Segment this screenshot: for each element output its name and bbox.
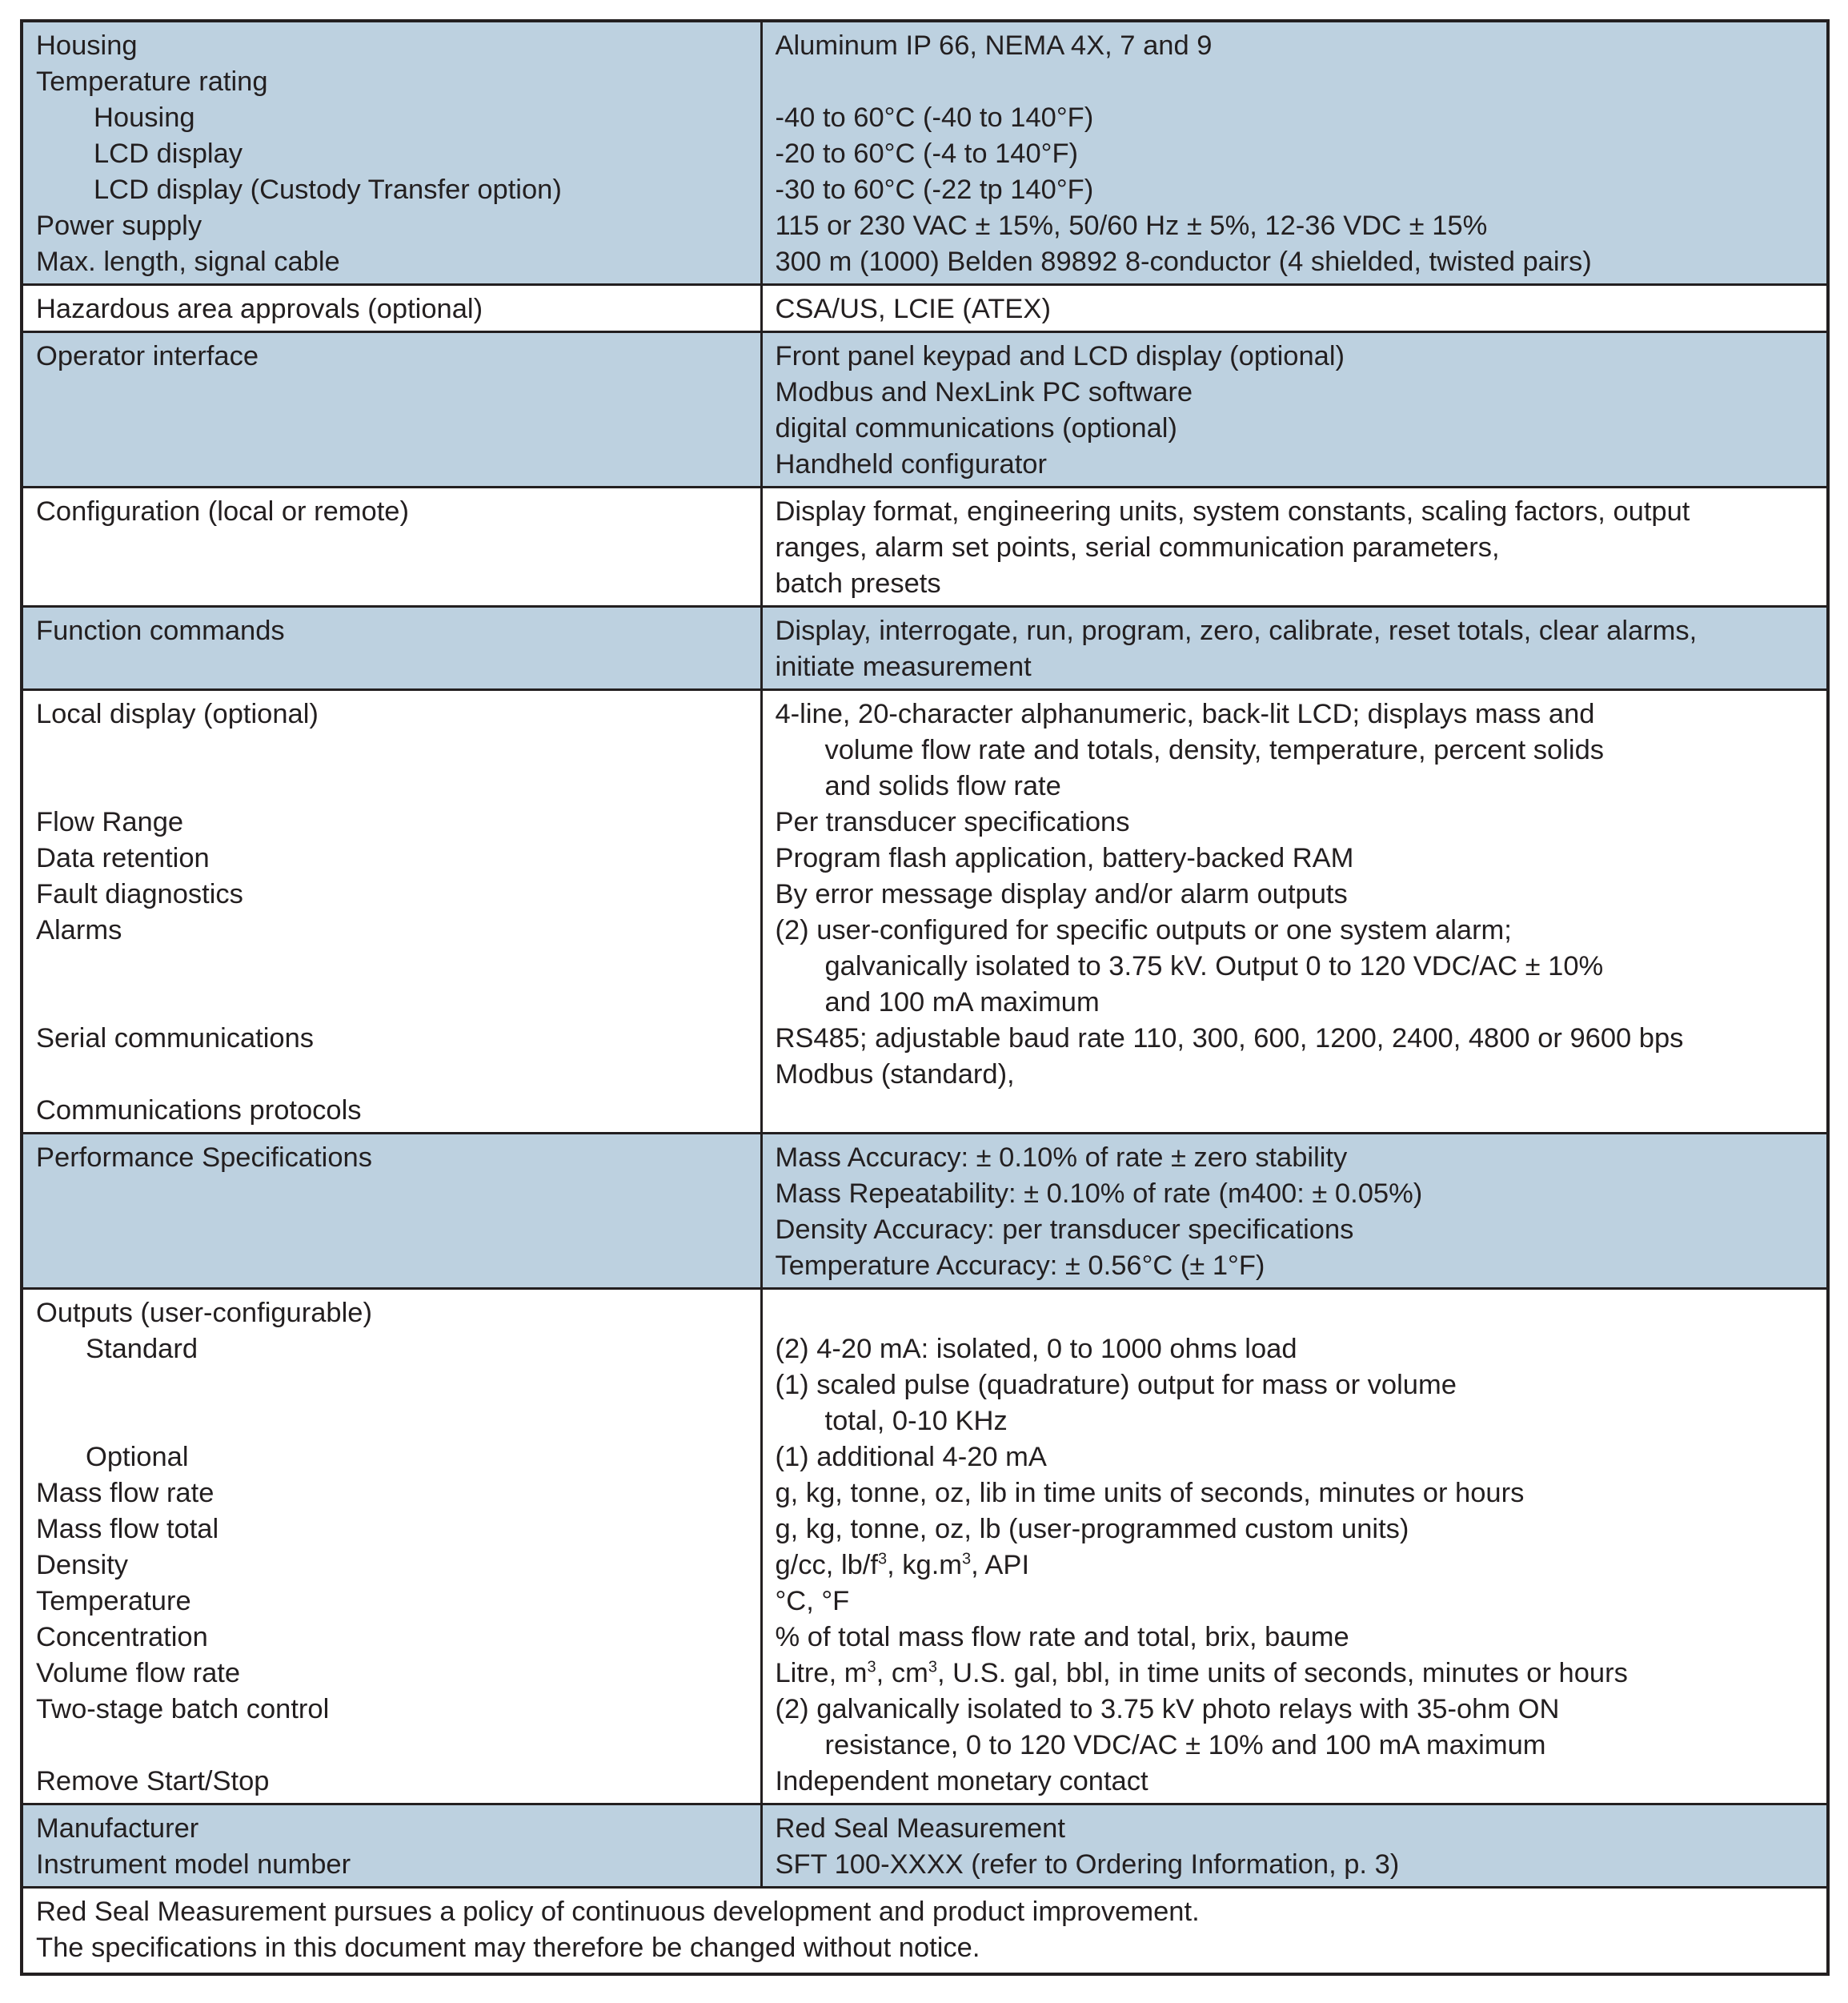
spec-label-line: Operator interface: [36, 341, 259, 371]
footer-note-cell: [22, 1888, 1828, 1975]
spec-value-line: g, kg, tonne, oz, lib in time units of seconds, minutes or hours: [775, 1478, 1525, 1508]
spec-label-line: [36, 1403, 752, 1439]
spec-value-line: Density Accuracy: per transducer specifications: [775, 1214, 1354, 1245]
spec-label-cell: [22, 1134, 761, 1289]
spec-value-line: Program flash application, battery-backed RAM: [775, 843, 1354, 873]
spec-label-cell: [22, 1804, 761, 1888]
spec-row: [22, 332, 1828, 488]
spec-row: [22, 21, 1828, 285]
spec-value-line: -20 to 60°C (-4 to 140°F): [775, 138, 1079, 169]
spec-label-line: [36, 949, 752, 985]
spec-value-line: galvanically isolated to 3.75 kV. Output 0 to 120 VDC/AC ± 10%: [824, 951, 1604, 981]
spec-value-line: Litre, $m^3$, $cm^3$, U.S. gal, bbl, in time units of seconds, minutes or hours: [775, 1658, 1628, 1688]
spec-label-line: [36, 1367, 752, 1403]
spec-value-line: Display, interrogate, run, program, zero, calibrate, reset totals, clear alarms,: [775, 616, 1698, 646]
spec-value-line: Temperature Accuracy: ± 0.56°C (± 1°F): [775, 1250, 1265, 1281]
footer-note-row: [22, 1888, 1828, 1975]
superscript: 3: [928, 1658, 937, 1676]
spec-row: [22, 690, 1828, 1134]
spec-label-line: Power supply: [36, 211, 202, 241]
spec-label-line: Instrument model number: [36, 1849, 351, 1880]
spec-label-line: [36, 733, 752, 769]
spec-value-line: -40 to 60°C (-40 to 140°F): [775, 102, 1094, 133]
specifications-body: [22, 21, 1828, 1974]
spec-value-line: Aluminum IP 66, NEMA 4X, 7 and 9: [775, 30, 1213, 61]
spec-label-line: Temperature: [36, 1586, 191, 1616]
footer-note-line-2: The specifications in this document may therefore be changed without notice.: [36, 1933, 980, 1963]
spec-label-line: Alarms: [36, 915, 122, 945]
spec-value-line: SFT 100-XXXX (refer to Ordering Information, p. 3): [775, 1849, 1400, 1880]
superscript: 3: [877, 1550, 888, 1568]
spec-label-line: LCD display (Custody Transfer option): [94, 175, 562, 205]
spec-value-cell: [761, 21, 1828, 285]
spec-value-line: 300 m (1000) Belden 89892 8-conductor (4 shielded, twisted pairs): [775, 247, 1592, 277]
spec-value-line: total, 0-10 KHz: [824, 1406, 1008, 1436]
spec-value-line: [776, 1295, 1819, 1331]
spec-value-line: Modbus and NexLink PC software: [775, 377, 1193, 407]
spec-value-line: 115 or 230 VAC ± 15%, 50/60 Hz ± 5%, 12-36 VDC ± 15%: [775, 211, 1488, 241]
superscript: 3: [867, 1658, 876, 1676]
spec-label-line: Concentration: [36, 1622, 208, 1652]
spec-row: [22, 1134, 1828, 1289]
spec-label-cell: [22, 21, 761, 285]
spec-row: [22, 488, 1828, 607]
spec-value-line: and solids flow rate: [824, 771, 1061, 801]
specifications-table: [20, 19, 1830, 1976]
spec-label-line: Remove Start/Stop: [36, 1766, 270, 1796]
spec-label-line: [36, 769, 752, 805]
spec-label-line: Temperature rating: [36, 66, 268, 97]
spec-value-line: (2) galvanically isolated to 3.75 kV photo relays with 35-ohm ON: [775, 1694, 1560, 1724]
spec-value-line: ranges, alarm set points, serial communication parameters,: [775, 532, 1500, 563]
spec-label-line: Data retention: [36, 843, 210, 873]
spec-value-cell: [761, 607, 1828, 690]
spec-value-cell: [761, 1804, 1828, 1888]
spec-label-cell: [22, 607, 761, 690]
spec-value-cell: [761, 1134, 1828, 1289]
spec-value-line: Display format, engineering units, system constants, scaling factors, output: [775, 496, 1690, 527]
spec-label-cell: [22, 690, 761, 1134]
spec-label-line: [36, 985, 752, 1021]
spec-label-line: Max. length, signal cable: [36, 247, 340, 277]
spec-value-line: (2) user-configured for specific outputs or one system alarm;: [775, 915, 1512, 945]
spec-value-line: [776, 1093, 1819, 1129]
spec-value-line: g/cc, $lb/f^3$, $kg.m^3$, API: [775, 1550, 1030, 1580]
spec-value-line: volume flow rate and totals, density, temperature, percent solids: [824, 735, 1605, 765]
superscript: 3: [962, 1550, 972, 1568]
spec-value-line: (1) scaled pulse (quadrature) output for mass or volume: [775, 1370, 1457, 1400]
footer-note-line-1: Red Seal Measurement pursues a policy of continuous development and product improvement.: [36, 1897, 1200, 1927]
spec-value-line: Red Seal Measurement: [775, 1813, 1065, 1844]
spec-value-line: Handheld configurator: [775, 449, 1047, 480]
spec-value-line: [776, 64, 1819, 100]
spec-value-line: Mass Repeatability: ± 0.10% of rate (m400: ± 0.05%): [775, 1178, 1423, 1209]
spec-label-line: Performance Specifications: [36, 1142, 372, 1173]
spec-label-cell: [22, 285, 761, 332]
spec-value-line: Modbus (standard),: [775, 1059, 1015, 1090]
spec-value-cell: [761, 332, 1828, 488]
spec-label-line: Housing: [94, 102, 195, 133]
spec-row: [22, 1804, 1828, 1888]
spec-label-line: LCD display: [94, 138, 243, 169]
spec-label-line: Serial communications: [36, 1023, 315, 1054]
spec-label-line: Communications protocols: [36, 1095, 362, 1126]
spec-row: [22, 607, 1828, 690]
spec-label-cell: [22, 488, 761, 607]
spec-value-line: (1) additional 4-20 mA: [775, 1442, 1047, 1472]
spec-label-line: [36, 1728, 752, 1764]
spec-label-line: Optional: [86, 1442, 189, 1472]
spec-label-line: Mass flow rate: [36, 1478, 214, 1508]
spec-value-line: RS485; adjustable baud rate 110, 300, 600, 1200, 2400, 4800 or 9600 bps: [775, 1023, 1684, 1054]
spec-label-line: Standard: [86, 1334, 198, 1364]
spec-label-line: Local display (optional): [36, 699, 319, 729]
spec-value-line: CSA/US, LCIE (ATEX): [775, 294, 1051, 324]
spec-row: [22, 285, 1828, 332]
spec-label-line: Hazardous area approvals (optional): [36, 294, 483, 324]
spec-value-line: digital communications (optional): [775, 413, 1177, 444]
spec-label-line: Manufacturer: [36, 1813, 199, 1844]
spec-value-line: resistance, 0 to 120 VDC/AC ± 10% and 100 mA maximum: [824, 1730, 1546, 1760]
spec-label-line: [36, 1057, 752, 1093]
spec-value-line: -30 to 60°C (-22 tp 140°F): [775, 175, 1094, 205]
spec-label-line: Density: [36, 1550, 129, 1580]
spec-value-line: Mass Accuracy: ± 0.10% of rate ± zero stability: [775, 1142, 1348, 1173]
spec-label-line: Configuration (local or remote): [36, 496, 409, 527]
spec-value-line: °C, °F: [775, 1586, 850, 1616]
spec-label-line: Two-stage batch control: [36, 1694, 330, 1724]
spec-value-line: Front panel keypad and LCD display (optional): [775, 341, 1345, 371]
spec-row: [22, 1289, 1828, 1804]
spec-label-line: Volume flow rate: [36, 1658, 241, 1688]
spec-value-line: batch presets: [775, 568, 941, 599]
spec-label-line: Function commands: [36, 616, 285, 646]
spec-label-line: Housing: [36, 30, 138, 61]
spec-value-line: By error message display and/or alarm outputs: [775, 879, 1348, 909]
spec-value-cell: [761, 690, 1828, 1134]
spec-value-cell: [761, 1289, 1828, 1804]
spec-value-cell: [761, 285, 1828, 332]
spec-value-line: initiate measurement: [775, 652, 1032, 682]
spec-value-line: Independent monetary contact: [775, 1766, 1148, 1796]
spec-value-line: and 100 mA maximum: [824, 987, 1100, 1018]
spec-value-line: 4-line, 20-character alphanumeric, back-lit LCD; displays mass and: [775, 699, 1595, 729]
spec-value-line: g, kg, tonne, oz, lb (user-programmed custom units): [775, 1514, 1409, 1544]
spec-label-line: Outputs (user-configurable): [36, 1298, 372, 1328]
spec-value-cell: [761, 488, 1828, 607]
spec-label-cell: [22, 332, 761, 488]
spec-label-line: Mass flow total: [36, 1514, 219, 1544]
spec-value-line: Per transducer specifications: [775, 807, 1130, 837]
spec-label-line: Fault diagnostics: [36, 879, 243, 909]
spec-label-cell: [22, 1289, 761, 1804]
spec-label-line: Flow Range: [36, 807, 184, 837]
spec-value-line: (2) 4-20 mA: isolated, 0 to 1000 ohms load: [775, 1334, 1297, 1364]
spec-value-line: % of total mass flow rate and total, brix, baume: [775, 1622, 1349, 1652]
